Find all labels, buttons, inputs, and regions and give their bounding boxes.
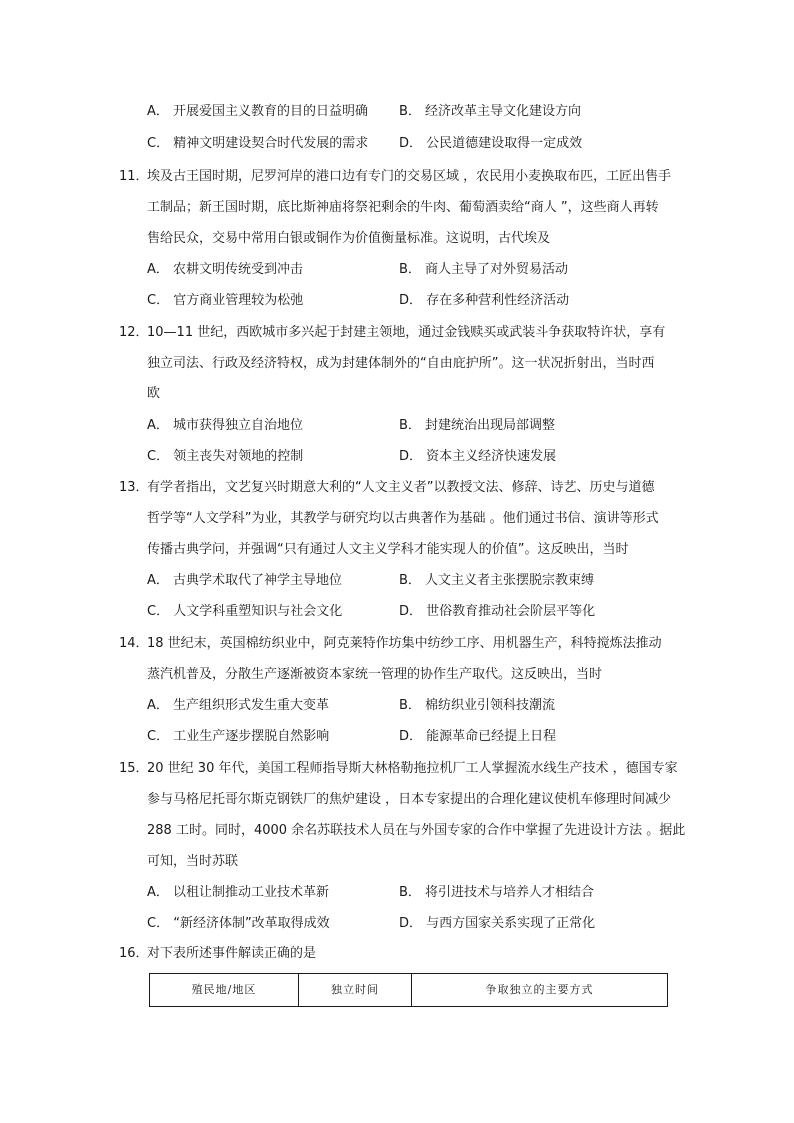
q12-stem-line-2: 独立司法、行政及经济特权，成为封建体制外的“自由庇护所”。这一状况折射出，当时西 (147, 356, 655, 371)
q14-number: 14． (119, 636, 149, 651)
q11-option-b: B． 商人主导了对外贸易活动 (399, 262, 569, 277)
q16-table (149, 973, 668, 1007)
q15-number: 15． (119, 761, 149, 776)
q13-stem-line-2: 哲学等“人文学科”为业，其教学与研究均以古典著作为基础 。他们通过书信、演讲等形式 (147, 511, 659, 526)
q12-option-a: A． 城市获得独立自治地位 (147, 418, 304, 433)
q10-option-c: C． 精神文明建设契合时代发展的需求 (147, 136, 369, 151)
table-header-method: 争取独立的主要方式 (485, 983, 594, 996)
q12-stem-line-1: 10—11 世纪，西欧城市多兴起于封建主领地，通过金钱赎买或武装斗争获取特许状，享有 (147, 325, 666, 340)
q13-option-d: D． 世俗教育推动社会阶层平等化 (399, 604, 596, 619)
q11-number: 11． (119, 169, 149, 184)
q15-option-d: D． 与西方国家关系实现了正常化 (399, 916, 596, 931)
q12-option-d: D． 资本主义经济快速发展 (399, 449, 557, 464)
q13-option-c: C． 人文学科重塑知识与社会文化 (147, 604, 343, 619)
q13-number: 13． (119, 480, 149, 495)
q11-option-d: D． 存在多种营利性经济活动 (399, 293, 570, 308)
q13-stem-line-3: 传播古典学问，并强调“只有通过人文主义学科才能实现人的价值”。这反映出，当时 (147, 542, 629, 557)
q12-stem-line-3: 欧 (147, 386, 161, 401)
q12-option-c: C． 领主丧失对领地的控制 (147, 449, 304, 464)
q11-stem-line-1: 埃及古王国时期，尼罗河岸的港口边有专门的交易区域 ，农民用小麦换取布匹，工匠出售手 (147, 169, 672, 184)
q15-stem-line-1: 20 世纪 30 年代，美国工程师指导斯大林格勒拖拉机厂工人掌握流水线生产技术 ，德国专家 (147, 761, 678, 776)
q14-stem-line-1: 18 世纪末，英国棉纺织业中，阿克莱特作坊集中纺纱工序、用机器生产，科特搅炼法推动 (147, 636, 662, 651)
q15-stem-line-2: 参与马格尼托哥尔斯克钢铁厂的焦炉建设 ，日本专家提出的合理化建议使机车修理时间减少 (147, 792, 672, 807)
q16-number: 16． (119, 946, 149, 961)
q12-number: 12． (119, 325, 149, 340)
table-header-independence-time: 独立时间 (331, 983, 379, 996)
q11-stem-line-3: 售给民众，交易中常用白银或铜作为价值衡量标准。这说明，古代埃及 (147, 231, 551, 246)
q14-option-d: D． 能源革命已经提上日程 (399, 729, 557, 744)
q16-stem: 对下表所述事件解读正确的是 (147, 946, 317, 961)
q15-stem-line-4: 可知，当时苏联 (147, 854, 239, 869)
q10-option-d: D． 公民道德建设取得一定成效 (399, 136, 583, 151)
q14-option-c: C． 工业生产逐步摆脱自然影响 (147, 729, 330, 744)
q15-stem-line-3: 288 工时。同时，4000 余名苏联技术人员在与外国专家的合作中掌握了先进设计方法 。据此 (147, 823, 686, 838)
q13-option-b: B． 人文主义者主张摆脱宗教束缚 (399, 573, 595, 588)
q10-option-a: A． 开展爱国主义教育的目的日益明确 (147, 104, 369, 119)
q14-option-a: A． 生产组织形式发生重大变革 (147, 698, 330, 713)
q14-stem-line-2: 蒸汽机普及，分散生产逐渐被资本家统一管理的协作生产取代。这反映出，当时 (147, 667, 603, 682)
q10-option-b: B． 经济改革主导文化建设方向 (399, 104, 582, 119)
q15-option-b: B． 将引进技术与培养人才相结合 (399, 885, 595, 900)
q11-option-c: C． 官方商业管理较为松弛 (147, 293, 304, 308)
q12-option-b: B． 封建统治出现局部调整 (399, 418, 556, 433)
q11-stem-line-2: 工制品；新王国时期，底比斯神庙将祭祀剩余的牛肉、葡萄酒卖给“商人 ”，这些商人再转 (147, 200, 659, 215)
table-header-colony: 殖民地/地区 (191, 983, 257, 996)
q13-stem-line-1: 有学者指出，文艺复兴时期意大利的“人文主义者”以教授文法、修辞、诗艺、历史与道德 (147, 480, 655, 495)
q11-option-a: A． 农耕文明传统受到冲击 (147, 262, 304, 277)
q13-option-a: A． 古典学术取代了神学主导地位 (147, 573, 343, 588)
q15-option-a: A． 以租让制推动工业技术革新 (147, 885, 330, 900)
q15-option-c: C． “新经济体制”改革取得成效 (147, 916, 330, 931)
q14-option-b: B． 棉纺织业引领科技潮流 (399, 698, 556, 713)
